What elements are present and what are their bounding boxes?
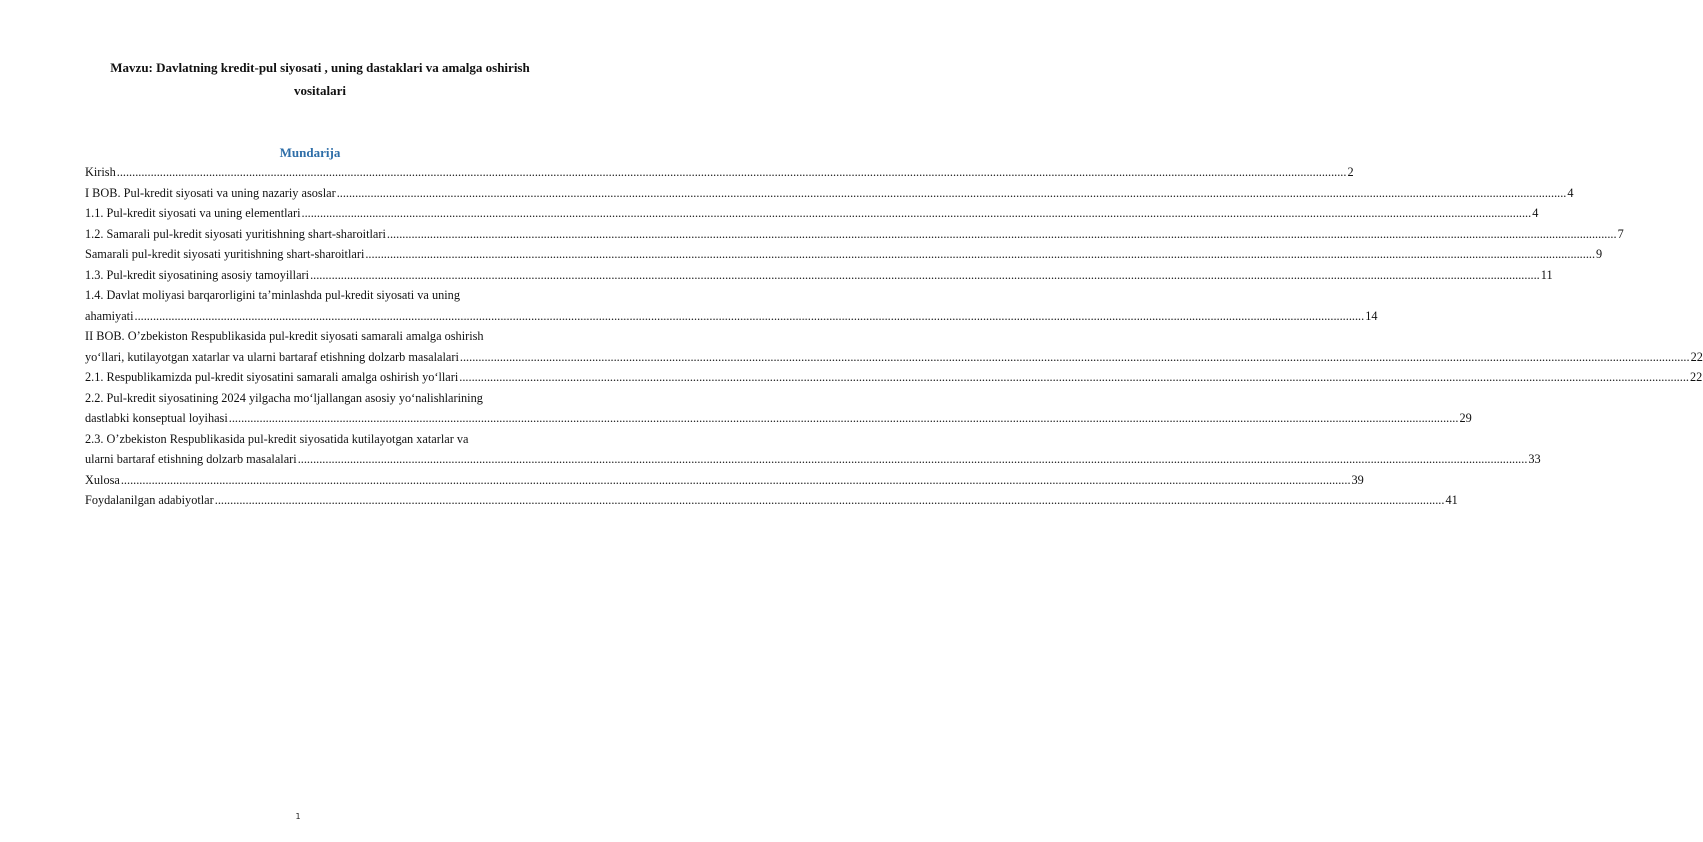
toc-entry xyxy=(85,408,1472,429)
table-of-contents xyxy=(85,162,1703,511)
toc-entry-page: 14 xyxy=(1365,308,1378,323)
toc-leader-dots: ................................................................................................................................................................................................................................................................................................................................................................................................................ xyxy=(386,226,1617,241)
toc-entry xyxy=(85,285,556,306)
toc-entry xyxy=(85,183,1574,204)
toc-entry-page: 7 xyxy=(1617,226,1624,241)
toc-leader-dots: ................................................................................................................................................................................................................................................................................................................................................................................................................ xyxy=(297,452,1528,466)
toc-entry-page: 33 xyxy=(1528,452,1541,466)
toc-entry xyxy=(85,470,1364,491)
toc-entry xyxy=(85,367,1703,388)
toc-leader-dots: ................................................................................................................................................................................................................................................................................................................................................................................................................ xyxy=(228,411,1459,425)
toc-entry xyxy=(85,306,1378,327)
toc-entry xyxy=(85,224,1624,245)
toc-entry-label: 2.2. Pul-kredit siyosatining 2024 yilgacha mo‘ljallangan asosiy yo‘nalishlarining xyxy=(85,390,483,405)
toc-entry-page: 2 xyxy=(1347,165,1354,179)
toc-entry-label: 2.3. O’zbekiston Respublikasida pul-kredit siyosatida kutilayotgan xatarlar va xyxy=(85,431,469,446)
toc-entry-label: ahamiyati xyxy=(85,308,134,323)
toc-heading: Mundarija xyxy=(279,145,341,160)
toc-entry-label: 1.4. Davlat moliyasi barqarorligini ta’minlashda pul-kredit siyosati va uning xyxy=(85,288,460,302)
toc-entry xyxy=(85,490,1458,511)
toc-entry-page: 4 xyxy=(1567,185,1574,200)
title-line-2: vositalari xyxy=(294,83,346,98)
toc-entry-label: yo‘llari, kutilayotgan xatarlar va ularni bartaraf etishning dolzarb masalalari xyxy=(85,349,459,364)
toc-leader-dots: ................................................................................................................................................................................................................................................................................................................................................................................................................ xyxy=(459,349,1690,364)
toc-entry xyxy=(85,449,1541,470)
toc-leader-dots: ................................................................................................................................................................................................................................................................................................................................................................................................................ xyxy=(459,370,1689,384)
toc-entry-page: 4 xyxy=(1532,206,1539,220)
toc-leader-dots: ................................................................................................................................................................................................................................................................................................................................................................................................................ xyxy=(336,185,1567,200)
toc-leader-dots: ................................................................................................................................................................................................................................................................................................................................................................................................................ xyxy=(120,472,1351,487)
toc-entry xyxy=(85,265,1553,286)
toc-entry-label: 1.2. Samarali pul-kredit siyosati yuritishning shart-sharoitlari xyxy=(85,226,386,241)
toc-entry-page: 9 xyxy=(1596,247,1603,261)
toc-entry xyxy=(85,347,1703,368)
toc-leader-dots: ................................................................................................................................................................................................................................................................................................................................................................................................................ xyxy=(365,247,1596,261)
toc-entry xyxy=(85,203,1539,224)
toc-entry xyxy=(85,388,556,409)
toc-entry-label: 1.3. Pul-kredit siyosatining asosiy tamoyillari xyxy=(85,267,310,282)
toc-entry-page: 11 xyxy=(1540,267,1553,282)
toc-entry-page: 29 xyxy=(1459,411,1472,425)
title-line-1: Mavzu: Davlatning kredit-pul siyosati , uning dastaklari va amalga oshirish xyxy=(110,60,530,75)
toc-entry-page: 22 xyxy=(1690,349,1703,364)
toc-leader-dots: ................................................................................................................................................................................................................................................................................................................................................................................................................ xyxy=(116,165,1347,179)
toc-entry-page: 22 xyxy=(1689,370,1703,384)
toc-leader-dots: ................................................................................................................................................................................................................................................................................................................................................................................................................ xyxy=(214,493,1445,507)
toc-entry-label: 2.1. Respublikamizda pul-kredit siyosatini samarali amalga oshirish yo‘llari xyxy=(85,370,459,384)
toc-entry xyxy=(85,429,556,450)
toc-entry-label: 1.1. Pul-kredit siyosati va uning elementlari xyxy=(85,206,301,220)
toc-entry-page: 41 xyxy=(1445,493,1458,507)
document-title xyxy=(70,56,570,102)
toc-entry xyxy=(85,244,1603,265)
toc-entry-label: Kirish xyxy=(85,165,116,179)
toc-entry-label: Samarali pul-kredit siyosati yuritishning shart-sharoitlari xyxy=(85,247,365,261)
toc-entry xyxy=(85,162,1354,183)
toc-entry xyxy=(85,326,556,347)
toc-leader-dots: ................................................................................................................................................................................................................................................................................................................................................................................................................ xyxy=(301,206,1532,220)
toc-leader-dots: ................................................................................................................................................................................................................................................................................................................................................................................................................ xyxy=(134,308,1365,323)
toc-leader-dots: ................................................................................................................................................................................................................................................................................................................................................................................................................ xyxy=(310,267,1540,282)
toc-entry-page: 39 xyxy=(1351,472,1364,487)
page-number: 1 xyxy=(295,812,301,821)
toc-entry-label: II BOB. O’zbekiston Respublikasida pul-kredit siyosati samarali amalga oshirish xyxy=(85,329,484,343)
toc-entry-label: Foydalanilgan adabiyotlar xyxy=(85,493,214,507)
toc-entry-label: ularni bartaraf etishning dolzarb masalalari xyxy=(85,452,297,466)
toc-entry-label: Xulosa xyxy=(85,472,120,487)
toc-entry-label: dastlabki konseptual loyihasi xyxy=(85,411,228,425)
toc-entry-label: I BOB. Pul-kredit siyosati va uning nazariy asoslar xyxy=(85,185,336,200)
